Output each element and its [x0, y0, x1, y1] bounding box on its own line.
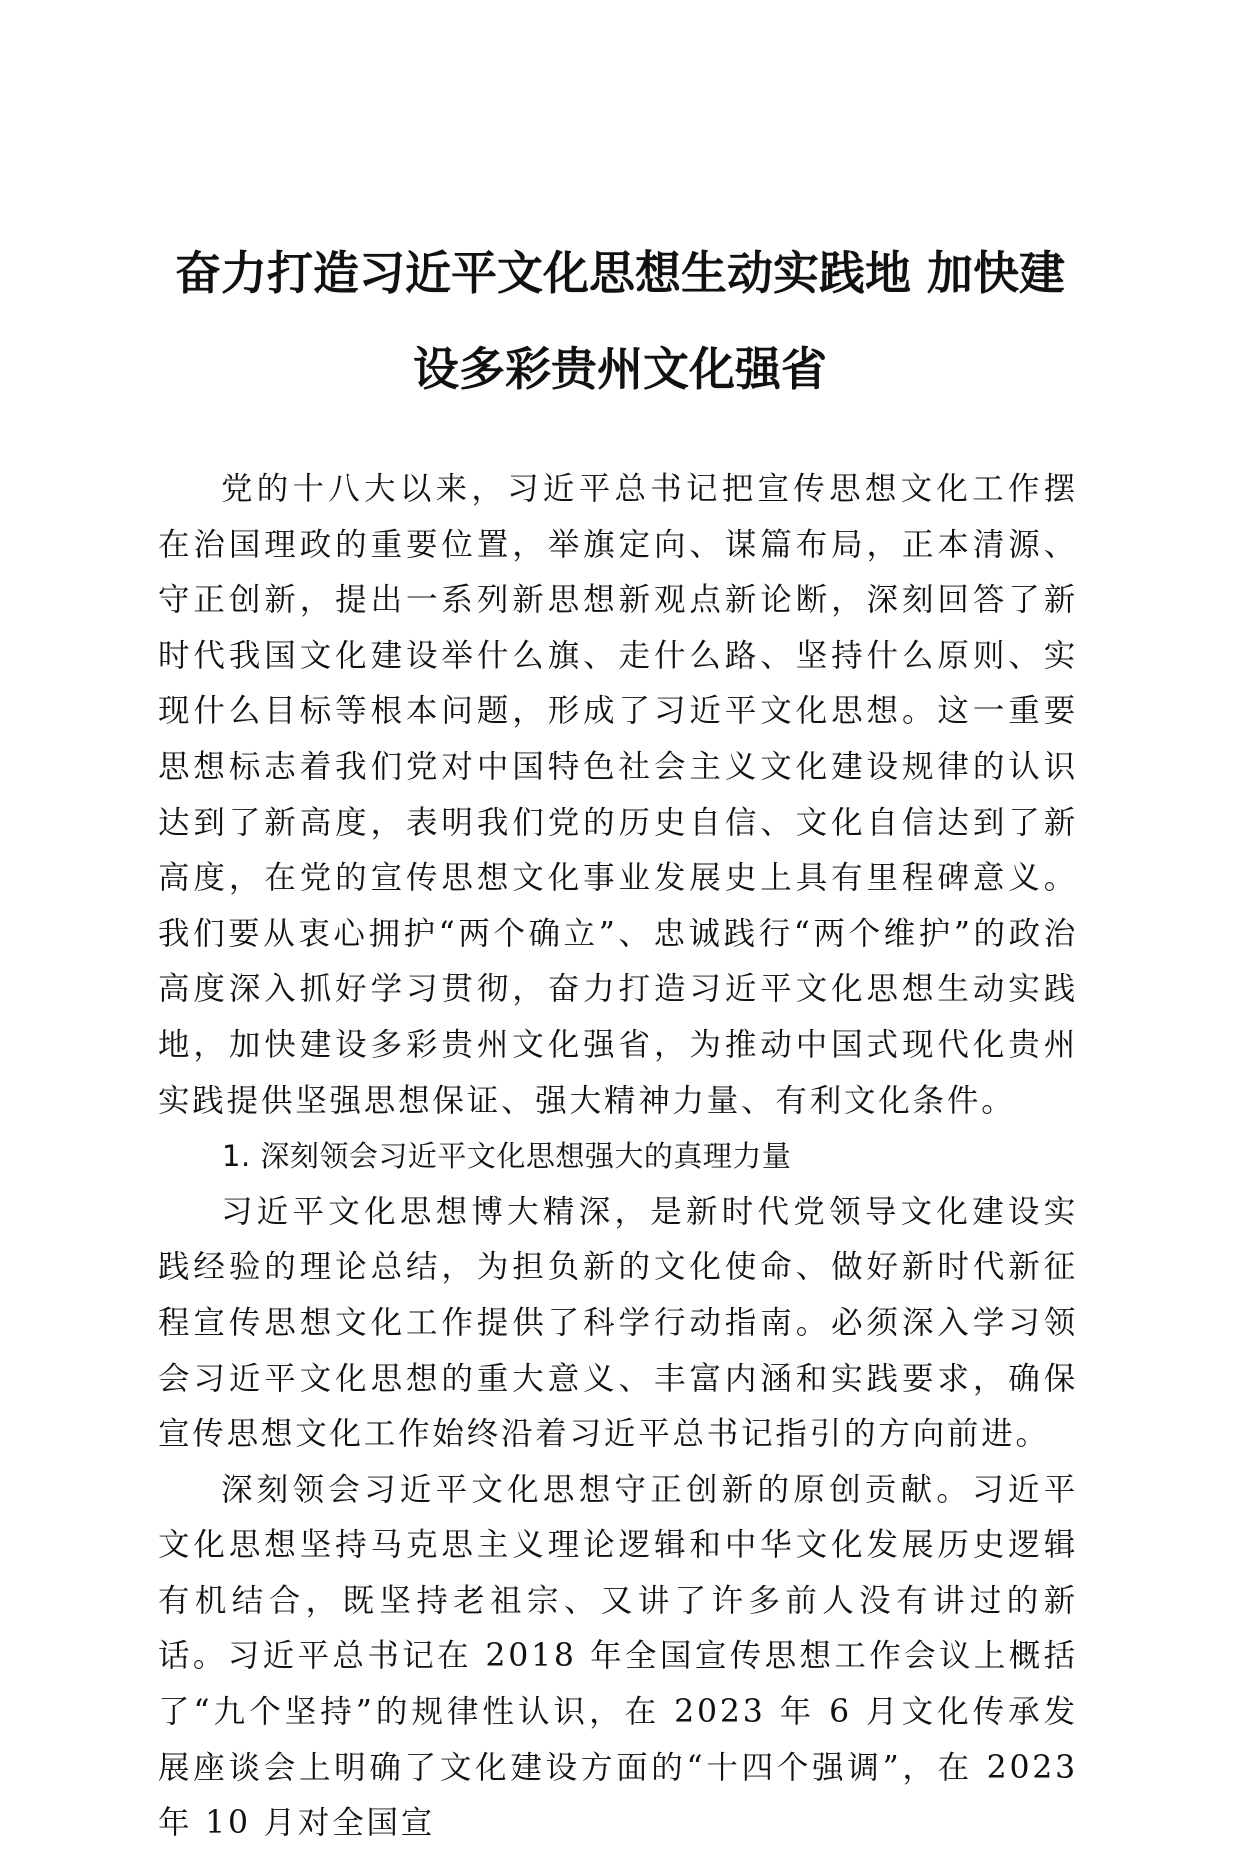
title-line-2: 设多彩贵州文化强省 [413, 342, 827, 396]
section-heading-1: 1. 深刻领会习近平文化思想强大的真理力量 [222, 1139, 792, 1174]
section-1-paragraph-2: 深刻领会习近平文化思想守正创新的原创贡献。习近平文化思想坚持马克思主义理论逻辑和中华文化发展历史逻辑有机结合，既坚持老祖宗、又讲了许多前人没有讲过的新话。习近平总书记在 2018 年全国宣传思想工作会议上概括了“九个坚持”的规律性认识，在 2023 年 6 月文化传承发展座谈会上明确了文化建设方面的“十四个强调”，在 2023 年 10 月对全国宣 [158, 1471, 1078, 1842]
title-line-1: 奋力打造习近平文化思想生动实践地 加快建 [174, 246, 1065, 300]
intro-paragraph: 党的十八大以来，习近平总书记把宣传思想文化工作摆在治国理政的重要位置，举旗定向、谋篇布局，正本清源、守正创新，提出一系列新思想新观点新论断，深刻回答了新时代我国文化建设举什么旗、走什么路、坚持什么原则、实现什么目标等根本问题，形成了习近平文化思想。这一重要思想标志着我们党对中国特色社会主义文化建设规律的认识达到了新高度，表明我们党的历史自信、文化自信达到了新高度，在党的宣传思想文化事业发展史上具有里程碑意义。我们要从衷心拥护“两个确立”、忠诚践行“两个维护”的政治高度深入抓好学习贯彻，奋力打造习近平文化思想生动实践地，加快建设多彩贵州文化强省，为推动中国式现代化贵州实践提供坚强思想保证、强大精神力量、有利文化条件。 [158, 471, 1078, 1119]
section-1-paragraph-1: 习近平文化思想博大精深，是新时代党领导文化建设实践经验的理论总结，为担负新的文化使命、做好新时代新征程宣传思想文化工作提供了科学行动指南。必须深入学习领会习近平文化思想的重大意义、丰富内涵和实践要求，确保宣传思想文化工作始终沿着习近平总书记指引的方向前进。 [158, 1193, 1078, 1453]
document-title [150, 225, 1090, 417]
document-body [158, 462, 1078, 1852]
